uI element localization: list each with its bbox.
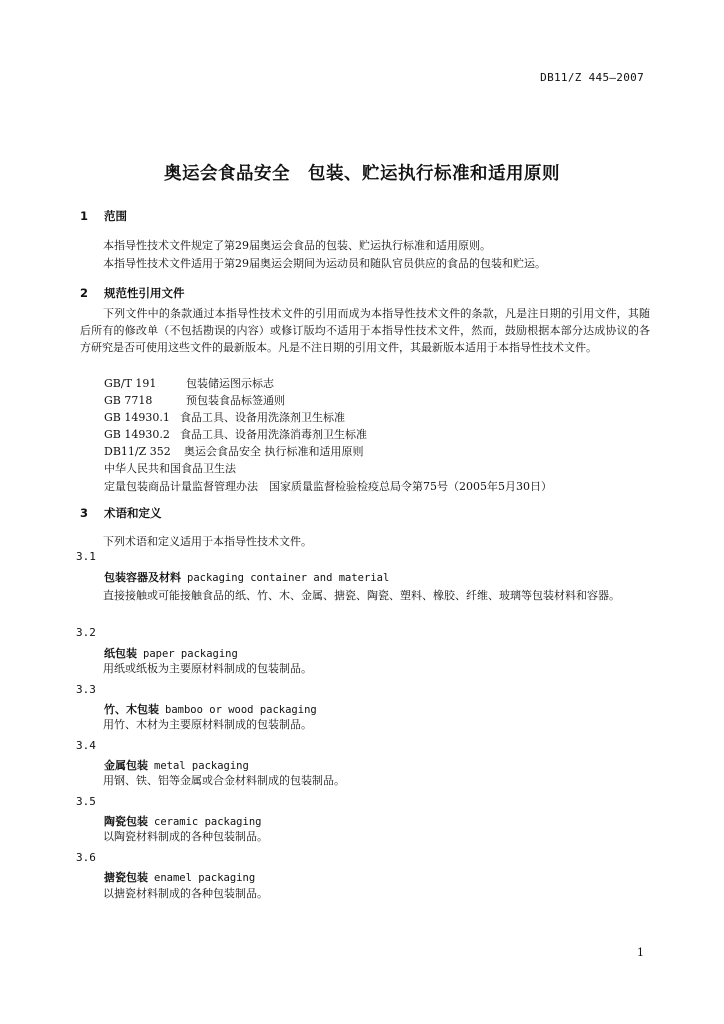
references-intro-paragraph: 下列文件中的条款通过本指导性技术文件的引用而成为本指导性技术文件的条款，凡是注日期的引用文件，其随后所有的修改单（不包括勘误的内容）或修订版均不适用于本指导性技术文件，然而，鼓励根据本部分达成协议的各方研究是否可使用这些文件的最新版本。凡是不注日期的引用文件，其最新版本适用于本指导性技术文件。 (80, 307, 650, 355)
section-number: 3 (80, 506, 89, 520)
scope-paragraph-2: 本指导性技术文件适用于第29届奥运会期间为运动员和随队官员供应的食品的包装和贮运。 (103, 257, 546, 270)
reference-item (104, 460, 552, 477)
reference-item (104, 409, 552, 426)
reference-name: 食品工具、设备用洗涤剂卫生标准 (180, 411, 345, 425)
page-number: 1 (637, 946, 644, 959)
term-heading (104, 569, 389, 585)
term-definition: 以陶瓷材料制成的各种包装制品。 (103, 830, 268, 843)
reference-name: 食品工具、设备用洗涤消毒剂卫生标准 (180, 428, 367, 442)
section-heading-scope (80, 208, 127, 224)
term-definition: 直接接触或可能接触食品的纸、竹、木、金属、搪瓷、陶瓷、塑料、橡胶、纤维、玻璃等包装材料和容器。 (103, 589, 620, 602)
term-number: 3.6 (76, 851, 96, 864)
term-number: 3.4 (76, 739, 96, 752)
term-en: enamel packaging (154, 872, 256, 884)
term-number: 3.3 (76, 683, 96, 696)
term-zh: 金属包装 (104, 759, 148, 772)
term-en: metal packaging (154, 760, 249, 772)
term-definition: 用钢、铁、铝等金属或合金材料制成的包装制品。 (103, 774, 345, 787)
reference-name: 中华人民共和国食品卫生法 (104, 462, 236, 476)
section-title: 术语和定义 (104, 506, 162, 520)
term-zh: 竹、木包装 (104, 703, 159, 716)
section-heading-normative-references (80, 285, 185, 301)
term-en: ceramic packaging (154, 816, 262, 828)
scope-paragraph-1: 本指导性技术文件规定了第29届奥运会食品的包装、贮运执行标准和适用原则。 (103, 239, 491, 252)
term-number: 3.2 (76, 626, 96, 639)
reference-item (104, 426, 552, 443)
section-number: 2 (80, 286, 89, 300)
document-title: 奥运会食品安全 包装、贮运执行标准和适用原则 (164, 164, 560, 184)
document-id: DB11/Z 445—2007 (540, 71, 644, 84)
term-number: 3.1 (76, 550, 96, 563)
section-title: 规范性引用文件 (104, 286, 185, 300)
reference-name: 包装储运图示标志 (186, 377, 274, 390)
term-zh: 包装容器及材料 (104, 571, 181, 584)
reference-name: 定量包装商品计量监督管理办法 国家质量监督检验检疫总局令第75号（2005年5月30日） (104, 479, 552, 493)
term-zh: 搪瓷包装 (104, 871, 148, 884)
term-en: bamboo or wood packaging (165, 704, 317, 716)
reference-item (104, 443, 552, 460)
reference-name: 预包装食品标签通则 (186, 394, 285, 408)
term-definition: 用竹、木材为主要原材料制成的包装制品。 (103, 718, 312, 731)
reference-list (104, 375, 552, 495)
section-heading-terms-definitions (80, 505, 162, 521)
reference-code: DB11/Z 352 (104, 445, 171, 459)
term-heading (104, 869, 255, 885)
terms-intro-paragraph: 下列术语和定义适用于本指导性技术文件。 (103, 535, 312, 548)
section-number: 1 (80, 209, 89, 223)
term-definition: 用纸或纸板为主要原材料制成的包装制品。 (103, 662, 312, 675)
term-zh: 陶瓷包装 (104, 815, 148, 828)
reference-name: 奥运会食品安全 执行标准和适用原则 (184, 445, 364, 459)
reference-item (104, 478, 552, 495)
term-en: paper packaging (143, 648, 238, 660)
reference-code: GB/T 191 (104, 377, 157, 390)
term-zh: 纸包装 (104, 647, 137, 660)
term-definition: 以搪瓷材料制成的各种包装制品。 (103, 887, 268, 900)
reference-item (104, 375, 552, 392)
term-en: packaging container and material (187, 572, 390, 584)
reference-code: GB 14930.1 (104, 411, 170, 425)
reference-code: GB 7718 (104, 394, 153, 408)
term-number: 3.5 (76, 795, 96, 808)
reference-item (104, 392, 552, 409)
section-title: 范围 (104, 209, 127, 223)
reference-code: GB 14930.2 (104, 428, 170, 442)
